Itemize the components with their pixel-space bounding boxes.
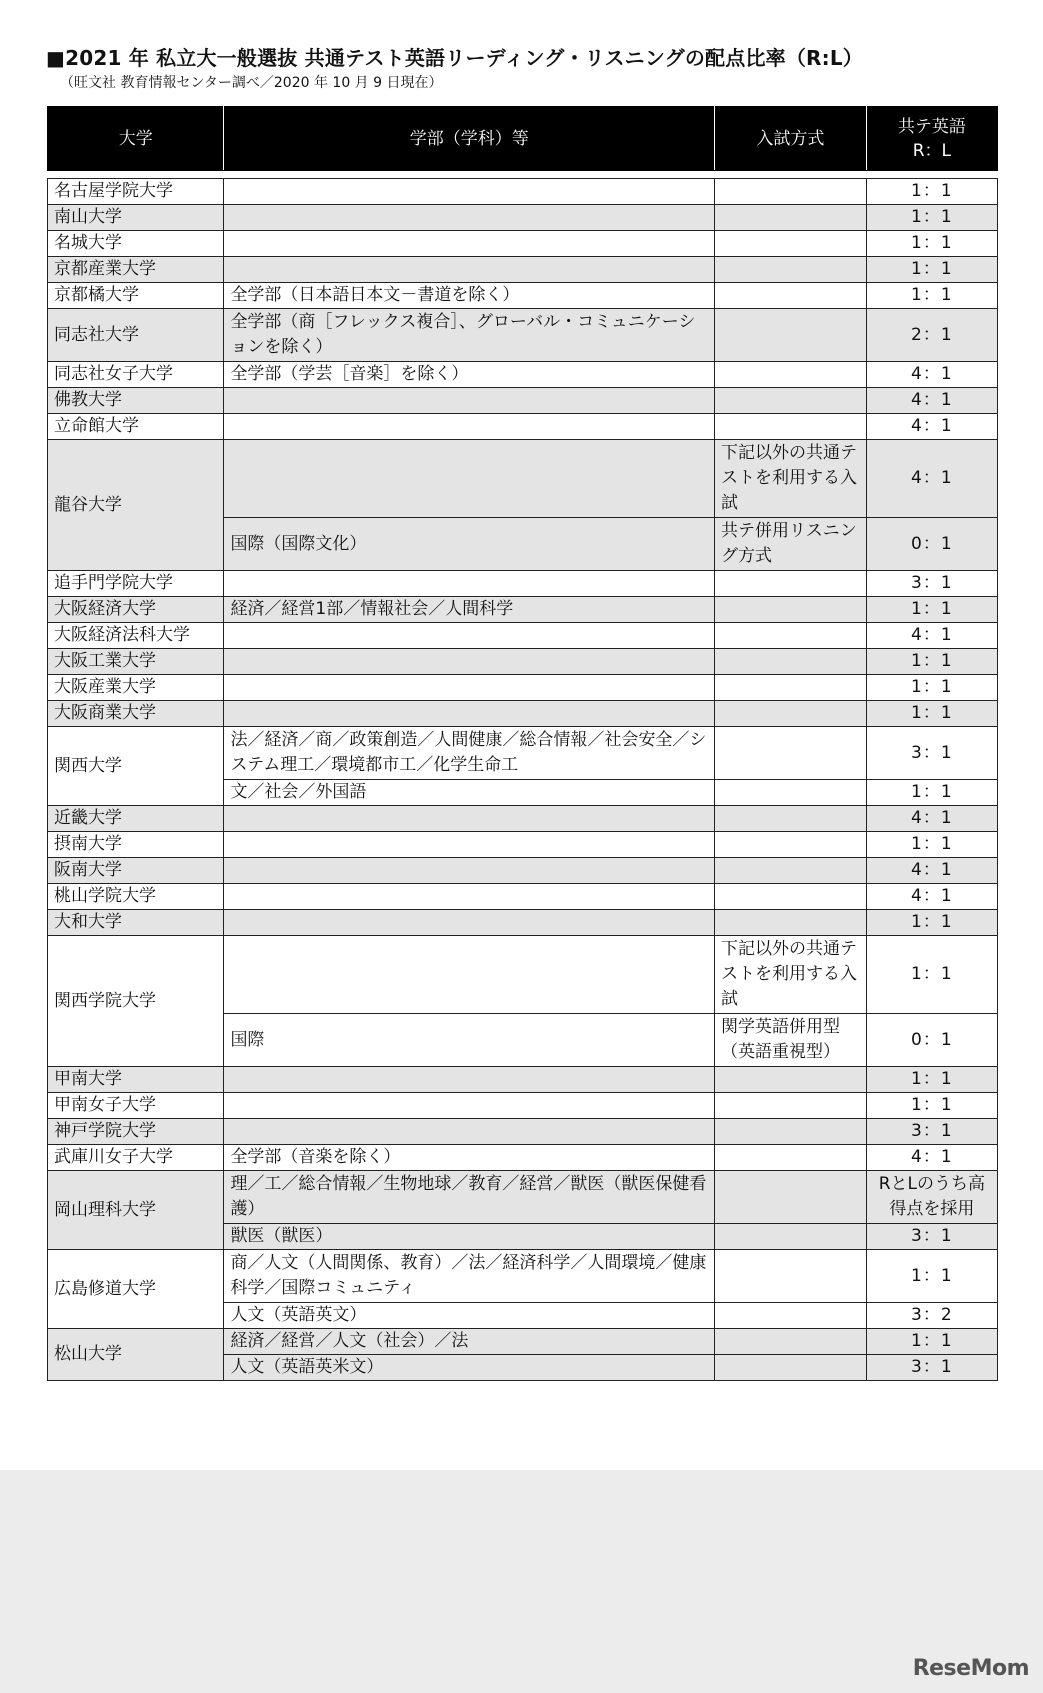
table-row xyxy=(48,362,998,388)
document-title: ■2021 年 私立大一般選抜 共通テスト英語リーディング・リスニングの配点比率（R:L） xyxy=(46,46,863,70)
cell-method xyxy=(715,597,867,623)
cell-ratio: 1：1 xyxy=(866,780,997,806)
cell-ratio: 1：1 xyxy=(866,205,997,231)
cell-method: 下記以外の共通テストを利用する入試 xyxy=(715,440,867,518)
cell-method xyxy=(715,1355,867,1381)
document-subtitle: （旺文社 教育情報センター調べ／2020 年 10 月 9 日現在） xyxy=(60,75,443,91)
table-row xyxy=(48,257,998,283)
cell-ratio: 0：1 xyxy=(866,518,997,571)
cell-university: 佛教大学 xyxy=(48,388,224,414)
table-row xyxy=(48,675,998,701)
cell-ratio: 4：1 xyxy=(866,1145,997,1171)
cell-ratio: 1：1 xyxy=(866,179,997,205)
cell-ratio: 1：1 xyxy=(866,936,997,1014)
cell-ratio: 1：1 xyxy=(866,910,997,936)
cell-faculty: 経済／経営／人文（社会）／法 xyxy=(224,1329,715,1355)
cell-ratio: 4：1 xyxy=(866,414,997,440)
table-row xyxy=(48,1250,998,1303)
cell-university: 同志社大学 xyxy=(48,309,224,362)
cell-faculty xyxy=(224,910,715,936)
cell-faculty: 全学部（商［フレックス複合］、グローバル・コミュニケーションを除く） xyxy=(224,309,715,362)
table-row xyxy=(48,806,998,832)
cell-faculty xyxy=(224,832,715,858)
cell-ratio: 1：1 xyxy=(866,283,997,309)
cell-ratio: 4：1 xyxy=(866,623,997,649)
cell-method xyxy=(715,832,867,858)
cell-ratio: 1：1 xyxy=(866,832,997,858)
cell-university: 武庫川女子大学 xyxy=(48,1145,224,1171)
cell-method xyxy=(715,257,867,283)
cell-method xyxy=(715,231,867,257)
cell-university: 大阪商業大学 xyxy=(48,701,224,727)
cell-university: 関西学院大学 xyxy=(48,936,224,1067)
cell-university: 京都橘大学 xyxy=(48,283,224,309)
cell-ratio: 1：1 xyxy=(866,1250,997,1303)
cell-method xyxy=(715,910,867,936)
cell-method xyxy=(715,283,867,309)
cell-ratio: 1：1 xyxy=(866,1093,997,1119)
score-ratio-table xyxy=(47,106,998,1381)
table-row xyxy=(48,597,998,623)
cell-university: 松山大学 xyxy=(48,1329,224,1381)
cell-ratio: 1：1 xyxy=(866,1067,997,1093)
cell-faculty: 法／経済／商／政策創造／人間健康／総合情報／社会安全／システム理工／環境都市工／化学生命工 xyxy=(224,727,715,780)
cell-ratio: 4：1 xyxy=(866,388,997,414)
cell-method xyxy=(715,205,867,231)
cell-ratio: 1：1 xyxy=(866,597,997,623)
cell-university: 大阪工業大学 xyxy=(48,649,224,675)
cell-faculty xyxy=(224,231,715,257)
table-row xyxy=(48,1119,998,1145)
cell-faculty xyxy=(224,858,715,884)
cell-method: 下記以外の共通テストを利用する入試 xyxy=(715,936,867,1014)
table-row xyxy=(48,701,998,727)
cell-method xyxy=(715,309,867,362)
cell-university: 名城大学 xyxy=(48,231,224,257)
cell-university: 関西大学 xyxy=(48,727,224,806)
cell-university: 南山大学 xyxy=(48,205,224,231)
cell-faculty xyxy=(224,1067,715,1093)
cell-faculty: 人文（英語英米文） xyxy=(224,1355,715,1381)
cell-ratio: 3：2 xyxy=(866,1303,997,1329)
table-row xyxy=(48,858,998,884)
cell-method xyxy=(715,623,867,649)
cell-faculty xyxy=(224,675,715,701)
cell-university: 大阪経済法科大学 xyxy=(48,623,224,649)
cell-ratio: 1：1 xyxy=(866,257,997,283)
cell-ratio: 1：1 xyxy=(866,231,997,257)
header-ratio-line1: 共テ英語 xyxy=(897,116,966,137)
cell-method xyxy=(715,884,867,910)
cell-method xyxy=(715,1171,867,1224)
cell-faculty xyxy=(224,179,715,205)
cell-faculty: 全学部（日本語日本文－書道を除く） xyxy=(224,283,715,309)
table-row xyxy=(48,1329,998,1355)
table-row xyxy=(48,414,998,440)
cell-ratio: 3：1 xyxy=(866,1224,997,1250)
table-row xyxy=(48,884,998,910)
cell-faculty: 経済／経営1部／情報社会／人間科学 xyxy=(224,597,715,623)
cell-faculty: 人文（英語英文） xyxy=(224,1303,715,1329)
header-faculty: 学部（学科）等 xyxy=(224,107,715,171)
cell-university: 同志社女子大学 xyxy=(48,362,224,388)
header-university: 大学 xyxy=(48,107,224,171)
cell-university: 神戸学院大学 xyxy=(48,1119,224,1145)
cell-university: 名古屋学院大学 xyxy=(48,179,224,205)
cell-ratio: 4：1 xyxy=(866,806,997,832)
cell-university: 甲南女子大学 xyxy=(48,1093,224,1119)
table-row xyxy=(48,936,998,1014)
cell-faculty xyxy=(224,623,715,649)
cell-method xyxy=(715,780,867,806)
table-row xyxy=(48,231,998,257)
cell-method xyxy=(715,701,867,727)
table-row xyxy=(48,1093,998,1119)
cell-university: 岡山理科大学 xyxy=(48,1171,224,1250)
cell-method xyxy=(715,414,867,440)
cell-faculty xyxy=(224,414,715,440)
cell-method xyxy=(715,858,867,884)
table-row xyxy=(48,571,998,597)
cell-method xyxy=(715,727,867,780)
cell-method: 関学英語併用型（英語重視型） xyxy=(715,1014,867,1067)
cell-method: 共テ併用リスニング方式 xyxy=(715,518,867,571)
cell-faculty: 理／工／総合情報／生物地球／教育／経営／獣医（獣医保健看護） xyxy=(224,1171,715,1224)
cell-ratio: 4：1 xyxy=(866,858,997,884)
cell-university: 広島修道大学 xyxy=(48,1250,224,1329)
table-row xyxy=(48,623,998,649)
cell-faculty: 全学部（学芸［音楽］を除く） xyxy=(224,362,715,388)
table-row xyxy=(48,179,998,205)
resemom-logo: ReseMom xyxy=(912,1656,1029,1681)
cell-ratio: 4：1 xyxy=(866,362,997,388)
cell-method xyxy=(715,1303,867,1329)
cell-faculty xyxy=(224,257,715,283)
cell-ratio: 1：1 xyxy=(866,701,997,727)
cell-method xyxy=(715,362,867,388)
cell-method xyxy=(715,1119,867,1145)
table-row xyxy=(48,1171,998,1224)
table-row xyxy=(48,910,998,936)
cell-faculty: 全学部（音楽を除く） xyxy=(224,1145,715,1171)
header-ratio xyxy=(866,107,997,171)
cell-university: 摂南大学 xyxy=(48,832,224,858)
cell-faculty: 文／社会／外国語 xyxy=(224,780,715,806)
cell-method xyxy=(715,1224,867,1250)
cell-university: 大阪経済大学 xyxy=(48,597,224,623)
cell-faculty xyxy=(224,701,715,727)
cell-method xyxy=(715,1145,867,1171)
table-row xyxy=(48,388,998,414)
cell-university: 近畿大学 xyxy=(48,806,224,832)
cell-faculty xyxy=(224,1119,715,1145)
cell-university: 阪南大学 xyxy=(48,858,224,884)
cell-ratio: 3：1 xyxy=(866,571,997,597)
cell-university: 龍谷大学 xyxy=(48,440,224,571)
table-row xyxy=(48,440,998,518)
cell-faculty xyxy=(224,806,715,832)
cell-ratio: 0：1 xyxy=(866,1014,997,1067)
cell-ratio: 2：1 xyxy=(866,309,997,362)
cell-ratio: RとLのうち高得点を採用 xyxy=(866,1171,997,1224)
table-row xyxy=(48,649,998,675)
cell-faculty: 商／人文（人間関係、教育）／法／経済科学／人間環境／健康科学／国際コミュニティ xyxy=(224,1250,715,1303)
cell-ratio: 4：1 xyxy=(866,440,997,518)
cell-faculty xyxy=(224,936,715,1014)
table-row xyxy=(48,309,998,362)
cell-ratio: 3：1 xyxy=(866,1355,997,1381)
header-ratio-line2: R：L xyxy=(912,140,951,161)
cell-method xyxy=(715,1067,867,1093)
cell-ratio: 3：1 xyxy=(866,727,997,780)
cell-method xyxy=(715,388,867,414)
cell-method xyxy=(715,675,867,701)
cell-method xyxy=(715,1329,867,1355)
table-row xyxy=(48,283,998,309)
cell-faculty: 獣医（獣医） xyxy=(224,1224,715,1250)
cell-ratio: 3：1 xyxy=(866,1119,997,1145)
cell-faculty xyxy=(224,571,715,597)
cell-university: 甲南大学 xyxy=(48,1067,224,1093)
cell-university: 立命館大学 xyxy=(48,414,224,440)
cell-university: 大阪産業大学 xyxy=(48,675,224,701)
cell-university: 追手門学院大学 xyxy=(48,571,224,597)
viewer-background xyxy=(0,1470,1043,1693)
cell-university: 京都産業大学 xyxy=(48,257,224,283)
cell-faculty xyxy=(224,1093,715,1119)
cell-ratio: 1：1 xyxy=(866,675,997,701)
table-row xyxy=(48,205,998,231)
cell-university: 桃山学院大学 xyxy=(48,884,224,910)
cell-university: 大和大学 xyxy=(48,910,224,936)
cell-ratio: 4：1 xyxy=(866,884,997,910)
cell-faculty xyxy=(224,649,715,675)
table-row xyxy=(48,832,998,858)
cell-method xyxy=(715,179,867,205)
cell-faculty xyxy=(224,205,715,231)
cell-method xyxy=(715,1093,867,1119)
cell-faculty xyxy=(224,884,715,910)
cell-faculty: 国際 xyxy=(224,1014,715,1067)
cell-method xyxy=(715,649,867,675)
cell-ratio: 1：1 xyxy=(866,649,997,675)
table-row xyxy=(48,1067,998,1093)
cell-method xyxy=(715,806,867,832)
cell-method xyxy=(715,571,867,597)
header-method: 入試方式 xyxy=(715,107,867,171)
cell-faculty: 国際（国際文化） xyxy=(224,518,715,571)
table-row xyxy=(48,1145,998,1171)
table-row xyxy=(48,727,998,780)
cell-method xyxy=(715,1250,867,1303)
cell-faculty xyxy=(224,388,715,414)
table-header-row xyxy=(48,107,998,171)
cell-faculty xyxy=(224,440,715,518)
cell-ratio: 1：1 xyxy=(866,1329,997,1355)
